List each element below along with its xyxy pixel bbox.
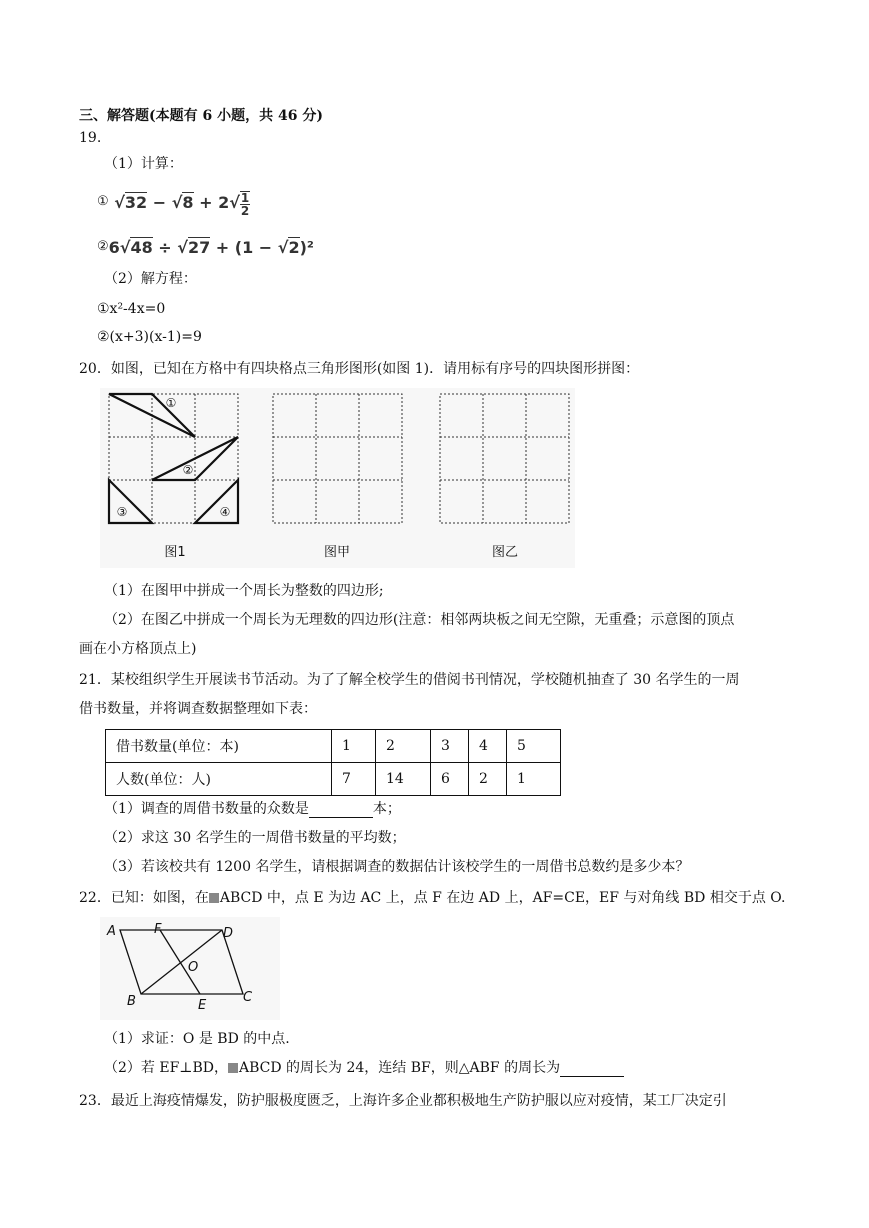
q21-line1: 21．某校组织学生开展读书节活动。为了了解全校学生的借阅书刊情况，学校随机抽查了 30 名学生的一周 bbox=[79, 672, 740, 688]
q22-part2-start: （2）若 EF⊥BD， bbox=[104, 1060, 228, 1076]
caption-figure-jia: 图甲 bbox=[323, 545, 351, 560]
table-cell: 5 bbox=[507, 730, 561, 763]
parallelogram-icon bbox=[209, 893, 219, 903]
q22-line1-start: 22．已知：如图，在 bbox=[79, 890, 209, 906]
table-cell: 14 bbox=[376, 763, 431, 796]
table-row bbox=[106, 730, 561, 763]
q20-part1: （1）在图甲中拼成一个周长为整数的四边形; bbox=[104, 583, 384, 599]
circled-1: ① bbox=[97, 194, 109, 209]
radicand-32: 32 bbox=[124, 193, 148, 212]
q23-line1: 23．最近上海疫情爆发，防护服极度匮乏，上海许多企业都积极地生产防护服以应对疫情，某工厂决定引 bbox=[79, 1093, 727, 1109]
point-f: F bbox=[154, 922, 162, 937]
answer-blank[interactable] bbox=[560, 1060, 624, 1077]
q21-line2: 借书数量，并将调查数据整理如下表： bbox=[79, 701, 317, 717]
fraction-half bbox=[240, 191, 250, 217]
table-row bbox=[106, 763, 561, 796]
table-cell: 1 bbox=[332, 730, 376, 763]
plus-paren: + (1 − bbox=[210, 238, 278, 257]
q20-question: 20．如图，已知在方格中有四块格点三角形图形(如图 1)．请用标有序号的四块图形拼图： bbox=[79, 361, 640, 377]
table-cell: 人数(单位：人) bbox=[106, 763, 332, 796]
paren-square: )² bbox=[299, 238, 314, 257]
q22-figure bbox=[100, 917, 280, 1020]
table-cell: 借书数量(单位：本) bbox=[106, 730, 332, 763]
table-cell: 7 bbox=[332, 763, 376, 796]
q19-equation-1: ①x²-4x=0 bbox=[97, 301, 166, 317]
table-cell: 1 bbox=[507, 763, 561, 796]
coef-6: 6 bbox=[108, 238, 120, 257]
point-a: A bbox=[107, 924, 116, 939]
q21-part1-unit: 本； bbox=[372, 801, 401, 817]
label-4: ④ bbox=[219, 505, 231, 519]
q21-part2: （2）求这 30 名学生的一周借书数量的平均数； bbox=[104, 830, 406, 846]
label-2: ② bbox=[182, 463, 194, 477]
label-1: ① bbox=[165, 396, 177, 410]
q19-number: 19. bbox=[79, 130, 102, 146]
q21-part1-text: （1）调查的周借书数量的众数是 bbox=[104, 801, 309, 817]
caption-figure1: 图1 bbox=[164, 545, 186, 560]
q20-part2-line1: （2）在图乙中拼成一个周长为无理数的四边形(注意：相邻两块板之间无空隙，无重叠；示意图的顶点 bbox=[104, 612, 735, 628]
table-cell: 6 bbox=[431, 763, 469, 796]
table-cell: 2 bbox=[469, 763, 507, 796]
radicand-27: 27 bbox=[187, 238, 211, 257]
q21-table bbox=[105, 729, 561, 796]
parallelogram-icon bbox=[228, 1063, 238, 1073]
q19-expression-1: ① √32 − √8 + 2√ $\frac{1}{2}$ bbox=[97, 190, 250, 218]
answer-blank[interactable] bbox=[309, 801, 373, 818]
figure-background bbox=[100, 388, 575, 568]
q22-line1 bbox=[79, 889, 785, 907]
q22-part2 bbox=[104, 1059, 624, 1077]
q19-equation-2: ②(x+3)(x-1)=9 bbox=[97, 329, 202, 345]
q19-part2: （2）解方程： bbox=[104, 271, 197, 287]
point-o: O bbox=[188, 960, 199, 975]
frac-denominator: 2 bbox=[240, 203, 250, 218]
table-cell: 2 bbox=[376, 730, 431, 763]
frac-numerator: 1 bbox=[240, 190, 250, 205]
table-cell: 3 bbox=[431, 730, 469, 763]
caption-figure-yi: 图乙 bbox=[491, 545, 519, 560]
q20-part2-line2: 画在小方格顶点上) bbox=[79, 641, 197, 657]
q20-figures bbox=[100, 388, 575, 568]
point-c: C bbox=[243, 990, 253, 1005]
table-cell: 4 bbox=[469, 730, 507, 763]
label-3: ③ bbox=[116, 505, 128, 519]
q19-part1: （1）计算： bbox=[104, 156, 183, 172]
radicand-2: 2 bbox=[288, 238, 300, 257]
minus-sign: − bbox=[147, 193, 172, 212]
point-d: D bbox=[223, 926, 234, 941]
section-title: 三、解答题(本题有 6 小题，共 46 分) bbox=[79, 108, 323, 124]
circled-2: ② bbox=[97, 239, 109, 254]
q22-part2-rest: ABCD 的周长为 24，连结 BF，则△ABF 的周长为 bbox=[238, 1060, 561, 1076]
plus-two: + 2 bbox=[193, 193, 230, 212]
div-sign: ÷ bbox=[152, 238, 178, 257]
point-b: B bbox=[127, 994, 136, 1009]
point-e: E bbox=[198, 998, 207, 1013]
radicand-8: 8 bbox=[182, 193, 194, 212]
q21-part3: （3）若该校共有 1200 名学生，请根据调查的数据估计该校学生的一周借书总数约是多少本？ bbox=[104, 859, 690, 875]
q19-expression-2: ②6√48 ÷ √27 + (1 − √2)² bbox=[97, 238, 314, 257]
q21-part1 bbox=[104, 800, 401, 818]
q22-line1-rest: ABCD 中，点 E 为边 AC 上，点 F 在边 AD 上，AF=CE，EF 与对角线 BD 相交于点 O. bbox=[219, 890, 786, 906]
q22-part1: （1）求证：O 是 BD 的中点. bbox=[104, 1031, 290, 1047]
radicand-48: 48 bbox=[130, 238, 153, 257]
